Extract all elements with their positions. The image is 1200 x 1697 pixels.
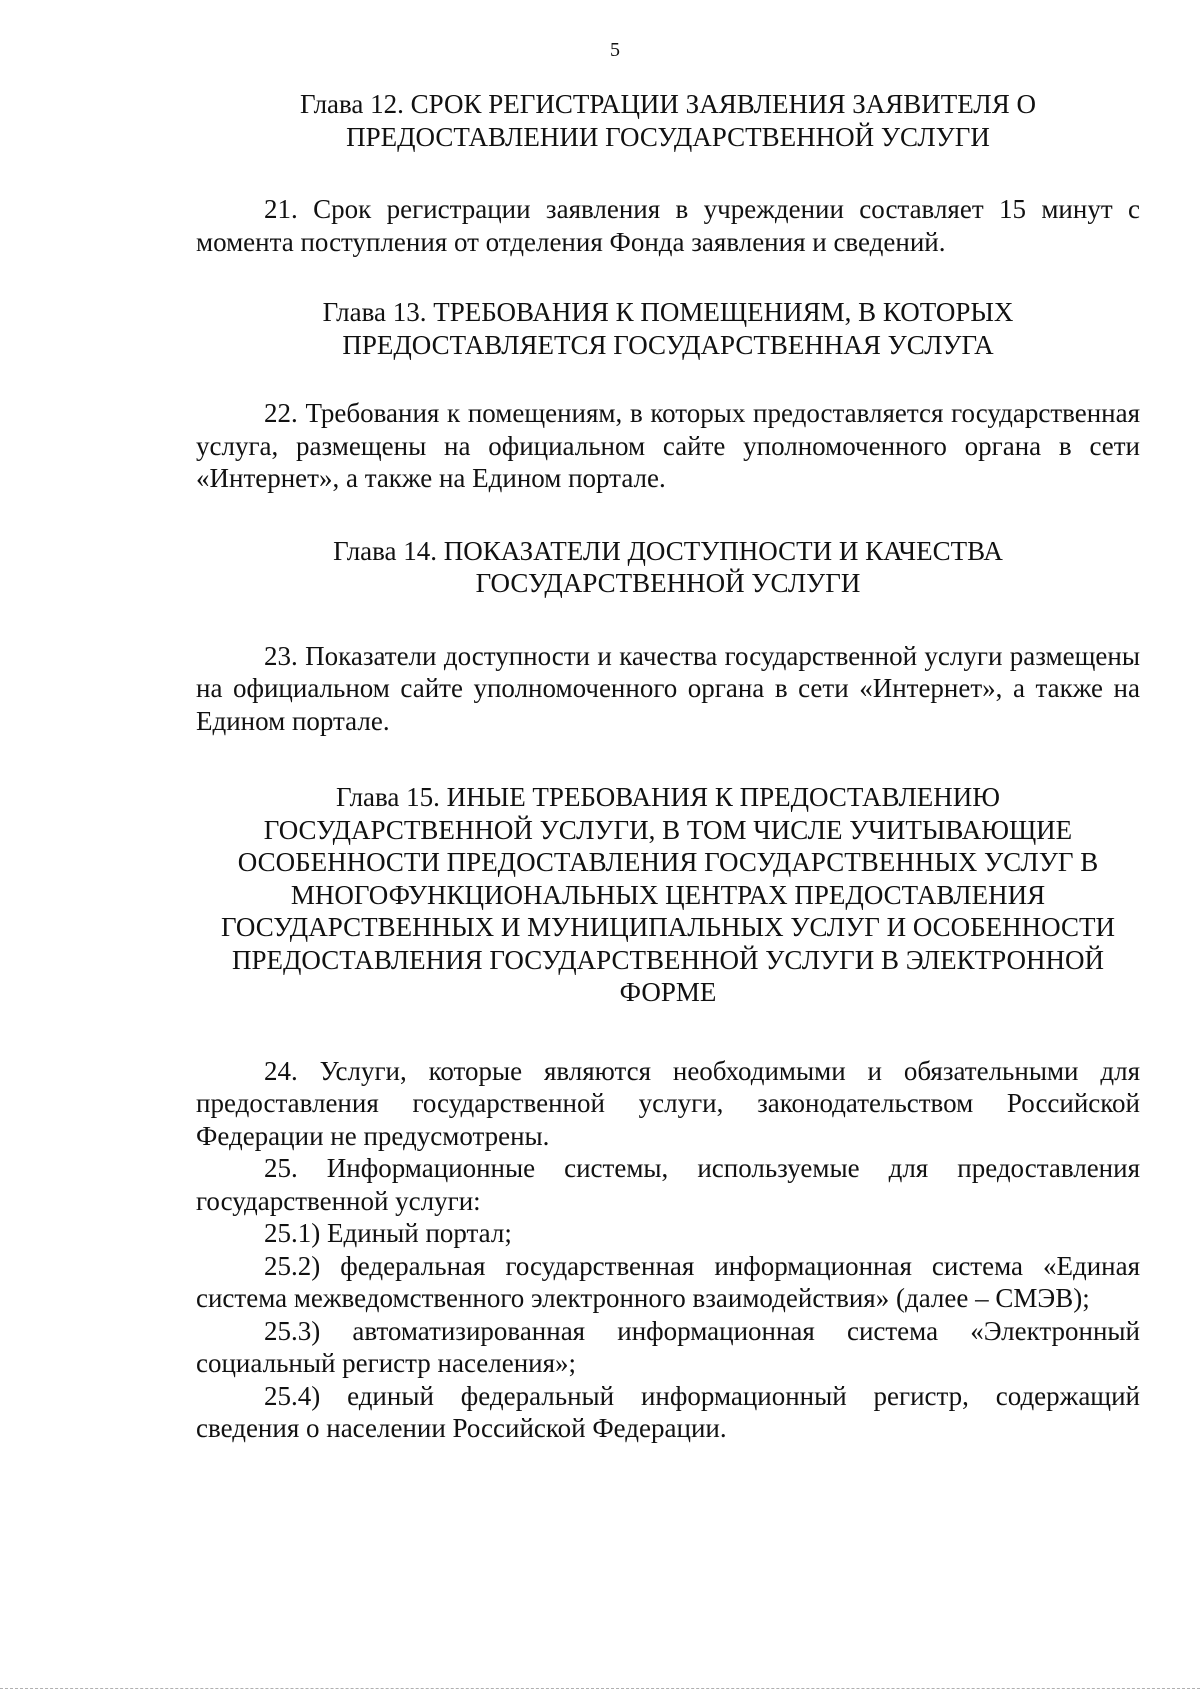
paragraph-21: 21. Срок регистрации заявления в учреждении составляет 15 минут с момента поступления от отделения Фонда заявления и сведений. <box>196 194 1140 257</box>
document-body <box>196 88 1140 1445</box>
paragraph-25-1: 25.1) Единый портал; <box>264 1218 512 1248</box>
paragraph-25-3: 25.3) автоматизированная информационная система «Электронный социальный регистр населения»; <box>196 1315 1140 1378</box>
chapter-15-line-4: МНОГОФУНКЦИОНАЛЬНЫХ ЦЕНТРАХ ПРЕДОСТАВЛЕНИЯ <box>290 879 1046 910</box>
paragraph-24: 24. Услуги, которые являются необходимыми и обязательными для предоставления государственной услуги, законодательством Российской Федерации не предусмотрены. <box>196 1055 1140 1151</box>
chapter-15-line-1: Глава 15. ИНЫЕ ТРЕБОВАНИЯ К ПРЕДОСТАВЛЕНИЮ <box>335 782 1001 812</box>
chapter-13-line-2: ПРЕДОСТАВЛЯЕТСЯ ГОСУДАРСТВЕННАЯ УСЛУГА <box>342 329 994 360</box>
chapter-13-heading <box>196 296 1140 361</box>
chapter-15-line-7: ФОРМЕ <box>619 977 717 1007</box>
chapter-15-line-3: ОСОБЕННОСТИ ПРЕДОСТАВЛЕНИЯ ГОСУДАРСТВЕННЫХ УСЛУГ В <box>237 847 1099 877</box>
chapter-15-line-5: ГОСУДАРСТВЕННЫХ И МУНИЦИПАЛЬНЫХ УСЛУГ И ОСОБЕННОСТИ <box>221 912 1115 942</box>
paragraph-22: 22. Требования к помещениям, в которых предоставляется государственная услуга, размещены на официальном сайте уполномоченного органа в сети «Интернет», а также на Едином портале. <box>196 398 1140 493</box>
paragraph-25: 25. Информационные системы, используемые для предоставления государственной услуги: <box>196 1153 1140 1216</box>
chapter-12-line-2: ПРЕДОСТАВЛЕНИИ ГОСУДАРСТВЕННОЙ УСЛУГИ <box>346 121 990 152</box>
scan-bottom-edge <box>0 1688 1200 1689</box>
chapter-15-line-6: ПРЕДОСТАВЛЕНИЯ ГОСУДАРСТВЕННОЙ УСЛУГИ В ЭЛЕКТРОННОЙ <box>231 944 1105 975</box>
paragraph-25-2: 25.2) федеральная государственная информационная система «Единая система межведомственного электронного взаимодействия» (далее – СМЭВ); <box>196 1250 1140 1313</box>
chapter-15-line-2: ГОСУДАРСТВЕННОЙ УСЛУГИ, В ТОМ ЧИСЛЕ УЧИТЫВАЮЩИЕ <box>263 814 1073 845</box>
paragraph-25-4: 25.4) единый федеральный информационный регистр, содержащий сведения о населении Российской Федерации. <box>196 1380 1140 1443</box>
chapter-15-heading <box>196 781 1140 1009</box>
chapter-12-line-1: Глава 12. СРОК РЕГИСТРАЦИИ ЗАЯВЛЕНИЯ ЗАЯВИТЕЛЯ О <box>299 89 1036 119</box>
chapter-12-heading <box>196 88 1140 153</box>
chapter-14-line-1: Глава 14. ПОКАЗАТЕЛИ ДОСТУПНОСТИ И КАЧЕСТВА <box>333 535 1003 566</box>
chapter-13-line-1: Глава 13. ТРЕБОВАНИЯ К ПОМЕЩЕНИЯМ, В КОТОРЫХ <box>322 297 1014 327</box>
paragraph-23: 23. Показатели доступности и качества государственной услуги размещены на официальном сайте уполномоченного органа в сети «Интернет», а также на Едином портале. <box>196 640 1140 736</box>
chapter-14-line-2: ГОСУДАРСТВЕННОЙ УСЛУГИ <box>475 568 861 598</box>
chapter-14-heading <box>196 535 1140 600</box>
page-number: 5 <box>610 39 620 61</box>
